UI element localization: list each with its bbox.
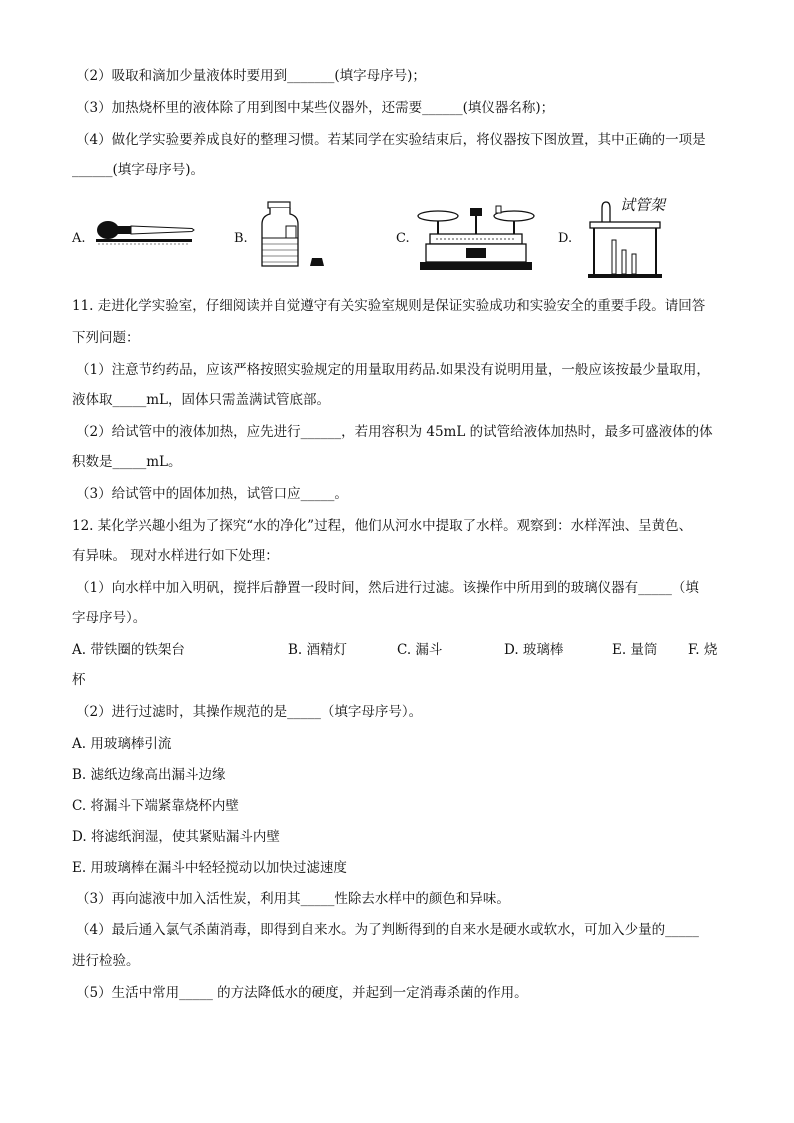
reagent-bottle-figure (254, 198, 334, 270)
dropper-lying-on-table-figure (92, 210, 202, 250)
q10-part4-line1: （4）做化学实验要养成良好的整理习惯。若某同学在实验结束后，将仪器按下图放置，其中正确的一项是 (76, 132, 706, 148)
q12-p2-option-b: B. 滤纸边缘高出漏斗边缘 (72, 767, 226, 783)
q11-stem-line1: 11. 走进化学实验室，仔细阅读并自觉遵守有关实验室规则是保证实验成功和实验安全的重要手段。请回答 (72, 298, 706, 314)
q11-part3: （3）给试管中的固体加热，试管口应_____。 (76, 486, 348, 502)
q11-part1-line1: （1）注意节约药品，应该严格按照实验规定的用量取用药品.如果没有说明用量，一般应该按最少量取用， (76, 362, 710, 378)
q12-part2: （2）进行过滤时，其操作规范的是_____（填字母序号）。 (76, 704, 423, 720)
q12-part5: （5）生活中常用_____ 的方法降低水的硬度，并起到一定消毒杀菌的作用。 (76, 985, 528, 1001)
figure-label-c: C. (396, 231, 410, 246)
q11-part1-line2: 液体取_____mL，固体只需盖满试管底部。 (72, 392, 331, 408)
q12-p2-option-d: D. 将滤纸润湿，使其紧贴漏斗内壁 (72, 829, 280, 845)
q10-part4-line2: ______(填字母序号)。 (72, 162, 205, 178)
q11-stem-line2: 下列问题： (72, 330, 140, 346)
q12-p2-option-c: C. 将漏斗下端紧靠烧杯内壁 (72, 798, 239, 814)
q12-part3: （3）再向滤液中加入活性炭，利用其_____性除去水样中的颜色和异味。 (76, 891, 510, 907)
q12-p1-option-b: B. 酒精灯 (288, 642, 348, 658)
q10-part2: （2）吸取和滴加少量液体时要用到_______(填字母序号)； (76, 68, 426, 84)
q12-part1-line1: （1）向水样中加入明矾，搅拌后静置一段时间，然后进行过滤。该操作中所用到的玻璃仪器有_____（填 (76, 580, 699, 596)
q12-part4-line2: 进行检验。 (72, 953, 140, 969)
q12-p1-option-c: C. 漏斗 (397, 642, 443, 658)
q12-stem-line2: 有异味。 现对水样进行如下处理： (72, 548, 279, 564)
q12-stem-line1: 12. 某化学兴趣小组为了探究“水的净化”过程，他们从河水中提取了水样。观察到：水样浑浊、呈黄色、 (72, 518, 693, 534)
figure-label-b: B. (234, 231, 248, 246)
balance-scale-figure (416, 198, 536, 278)
q12-p1-option-d: D. 玻璃棒 (504, 642, 564, 658)
q12-p1-option-a: A. 带铁圈的铁架台 (72, 642, 185, 658)
q12-p1-option-e: E. 量筒 (612, 642, 658, 658)
q11-part2-line1: （2）给试管中的液体加热，应先进行______，若用容积为 45mL 的试管给液体加热时，最多可盛液体的体 (76, 424, 713, 440)
figure-label-d: D. (558, 231, 573, 246)
q12-p2-option-a: A. 用玻璃棒引流 (72, 736, 172, 752)
q12-p1-option-f: F. 烧 (688, 642, 718, 658)
figure-label-a: A. (72, 231, 86, 246)
test-tube-rack-caption: 试管架 (620, 196, 666, 214)
q12-p1-option-f-wrap: 杯 (72, 672, 86, 688)
q10-part3: （3）加热烧杯里的液体除了用到图中某些仪器外，还需要______(填仪器名称)； (76, 100, 555, 116)
q12-part4-line1: （4）最后通入氯气杀菌消毒，即得到自来水。为了判断得到的自来水是硬水或软水，可加入少量的_____ (76, 922, 699, 938)
q12-part1-line2: 字母序号）。 (72, 610, 147, 626)
test-tube-rack-figure (584, 200, 668, 280)
q12-p2-option-e: E. 用玻璃棒在漏斗中轻轻搅动以加快过滤速度 (72, 860, 347, 876)
q11-part2-line2: 积数是_____mL。 (72, 454, 182, 470)
